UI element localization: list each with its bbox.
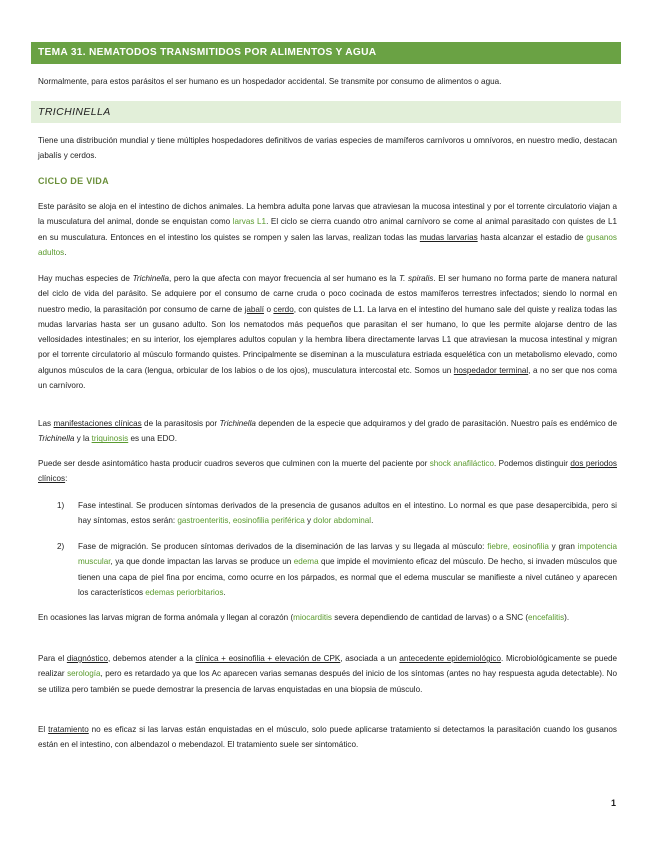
underlined-term: diagnóstico bbox=[66, 654, 108, 663]
underlined-term: manifestaciones clínicas bbox=[53, 419, 142, 428]
intro-paragraph: Normalmente, para estos parásitos el ser humano es un hospedador accidental. Se transmite por consumo de alimentos o agua. bbox=[38, 77, 502, 86]
species-paragraph: Hay muchas especies de Trichinella, pero la que afecta con mayor frecuencia al ser humano es la T. spiralis. El ser humano no forma parte de manera natural del ciclo de vida del parásito. Se adquiere por el consumo de carne cruda o poco cocinada de estos mamíferos terrestres infectados; siendo lo normal en nuestro medio, la parasitación por consumo de carne de jabalí o cerdo, con quistes de L1. La larva en el intestino del humano sale del quiste y realiza todas las mudas larvarias hasta ser un gusano adulto. Son los nematodos más pequeños que parasitan el ser humano, lo que les permite alojarse dentro de las vellosidades intestinales; en su interior, los ejemplares adultos copulan y la hembra libera directamente larvas L1 que atraviesan la mucosa intestinal y migran por el torrente circulatorio al músculo formando quistes. Principalmente se diseminan a la musculatura estriada esquelética con un metabolismo elevado, como algunos músculos de la cara (lengua, orbicular de los labios o de los ojos), musculatura intercostal etc. Somos un hospedador terminal, a no ser que nos coma un carnívoro. bbox=[38, 274, 618, 391]
underlined-term: dos periodos clínicos bbox=[38, 459, 617, 484]
underlined-term: cerdo bbox=[273, 304, 294, 314]
treatment-paragraph: El tratamiento no es eficaz si las larvas están enquistadas en el músculo, solo puede aplicarse tratamiento si detectamos la parasitación cuando los gusanos están en el intestino, con albendazol o mebendazol. El tratamiento suele ser sintomático. bbox=[38, 725, 617, 750]
highlight-term: gusanos adultos bbox=[38, 232, 617, 257]
highlight-term: edemas periorbitarios bbox=[145, 587, 224, 597]
underlined-term: hospedador terminal bbox=[453, 365, 529, 375]
severity-paragraph: Puede ser desde asintomático hasta producir cuadros severos que culminen con la muerte del paciente por shock anafiláctico. Podemos distinguir dos periodos clínicos: bbox=[38, 459, 617, 484]
chapter-title: TEMA 31. NEMATODOS TRANSMITIDOS POR ALIMENTOS Y AGUA bbox=[31, 42, 621, 64]
clinical-paragraph: Las manifestaciones clínicas de la parasitosis por Trichinella dependen de la especie que adquiramos y del grado de parasitación. Nuestro país es endémico de Trichinella y la triquinosis es una EDO. bbox=[38, 419, 618, 444]
highlight-term: miocarditis bbox=[293, 613, 332, 622]
highlight-term: dolor abdominal bbox=[313, 516, 372, 526]
anomalous-migration-paragraph: En ocasiones las larvas migran de forma anómala y llegan al corazón (miocarditis severa dependiendo de cantidad de larvas) o a SNC (encefalitis). bbox=[38, 613, 570, 622]
underlined-term: tratamiento bbox=[48, 725, 89, 734]
highlight-term: encefalitis bbox=[528, 613, 565, 622]
diagnosis-paragraph: Para el diagnóstico, debemos atender a la clínica + eosinofilia + elevación de CPK, asociada a un antecedente epidemiológico. Microbiológicamente se puede realizar serología, pero es retardado ya que los Ac aparecen varias semanas después del inicio de los síntomas (antes no hay respuesta aguda detectable). No se utiliza pero también se puede demostrar la presencia de larvas enquistadas en una biopsia de músculo. bbox=[38, 654, 617, 694]
underlined-term: mudas larvarias bbox=[419, 232, 478, 242]
section-title: TRICHINELLA bbox=[31, 101, 621, 123]
highlight-term: larvas L1 bbox=[232, 217, 267, 227]
highlight-term: edema bbox=[293, 557, 319, 567]
underlined-term: jabalí bbox=[244, 304, 265, 314]
distribution-paragraph: Tiene una distribución mundial y tiene múltiples hospedadores definitivos de varias especies de mamíferos carnívoros u omnívoros, en nuestro medio, destacan jabalís y cerdos. bbox=[38, 136, 617, 161]
highlight-term: serología bbox=[67, 669, 101, 679]
list-item: 1) Fase intestinal. Se producen síntomas derivados de la presencia de gusanos adultos en el intestino. Lo normal es que pase desapercibida, pero si hay síntomas, estos serán: gastroenteritis, eosinofilia periférica y dolor abdominal. bbox=[57, 501, 617, 526]
highlight-term: fiebre, eosinofilia bbox=[487, 542, 549, 551]
highlight-term: impotencia muscular bbox=[78, 542, 617, 567]
underlined-term: antecedente epidemiológico bbox=[399, 654, 501, 663]
underlined-term: clínica + eosinofilia + elevación de CPK bbox=[195, 654, 341, 663]
ciclo-heading: CICLO DE VIDA bbox=[38, 176, 109, 186]
highlight-term: gastroenteritis, eosinofilia periférica bbox=[177, 516, 305, 526]
highlight-term: shock anafiláctico bbox=[429, 459, 494, 468]
lifecycle-paragraph: Este parásito se aloja en el intestino de dichos animales. La hembra adulta pone larvas que atraviesan la mucosa intestinal y por el torrente circulatorio viajan a la musculatura del animal, donde se enquistan como larvas L1. El ciclo se cierra cuando otro animal carnívoro se come al animal parasitado con quistes de L1 en su musculatura. Entonces en el intestino los quistes se rompen y salen las larvas, realizan todas las mudas larvarias hasta alcanzar el estadio de gusanos adultos. bbox=[38, 202, 618, 257]
highlight-term: triquinosis bbox=[91, 434, 129, 444]
page-number: 1 bbox=[611, 798, 617, 808]
list-item: 2) Fase de migración. Se producen síntomas derivados de la diseminación de las larvas y su llegada al músculo: fiebre, eosinofilia y gran impotencia muscular, ya que donde impactan las larvas se produce un edema que impide el movimiento eficaz del músculo. De hecho, si invaden músculos que tienen una capa de piel fina por encima, como ocurre en los párpados, es normal que el edema muscular se manifieste a nivel cutáneo y aparecen los característicos edemas periorbitarios. bbox=[57, 542, 618, 597]
